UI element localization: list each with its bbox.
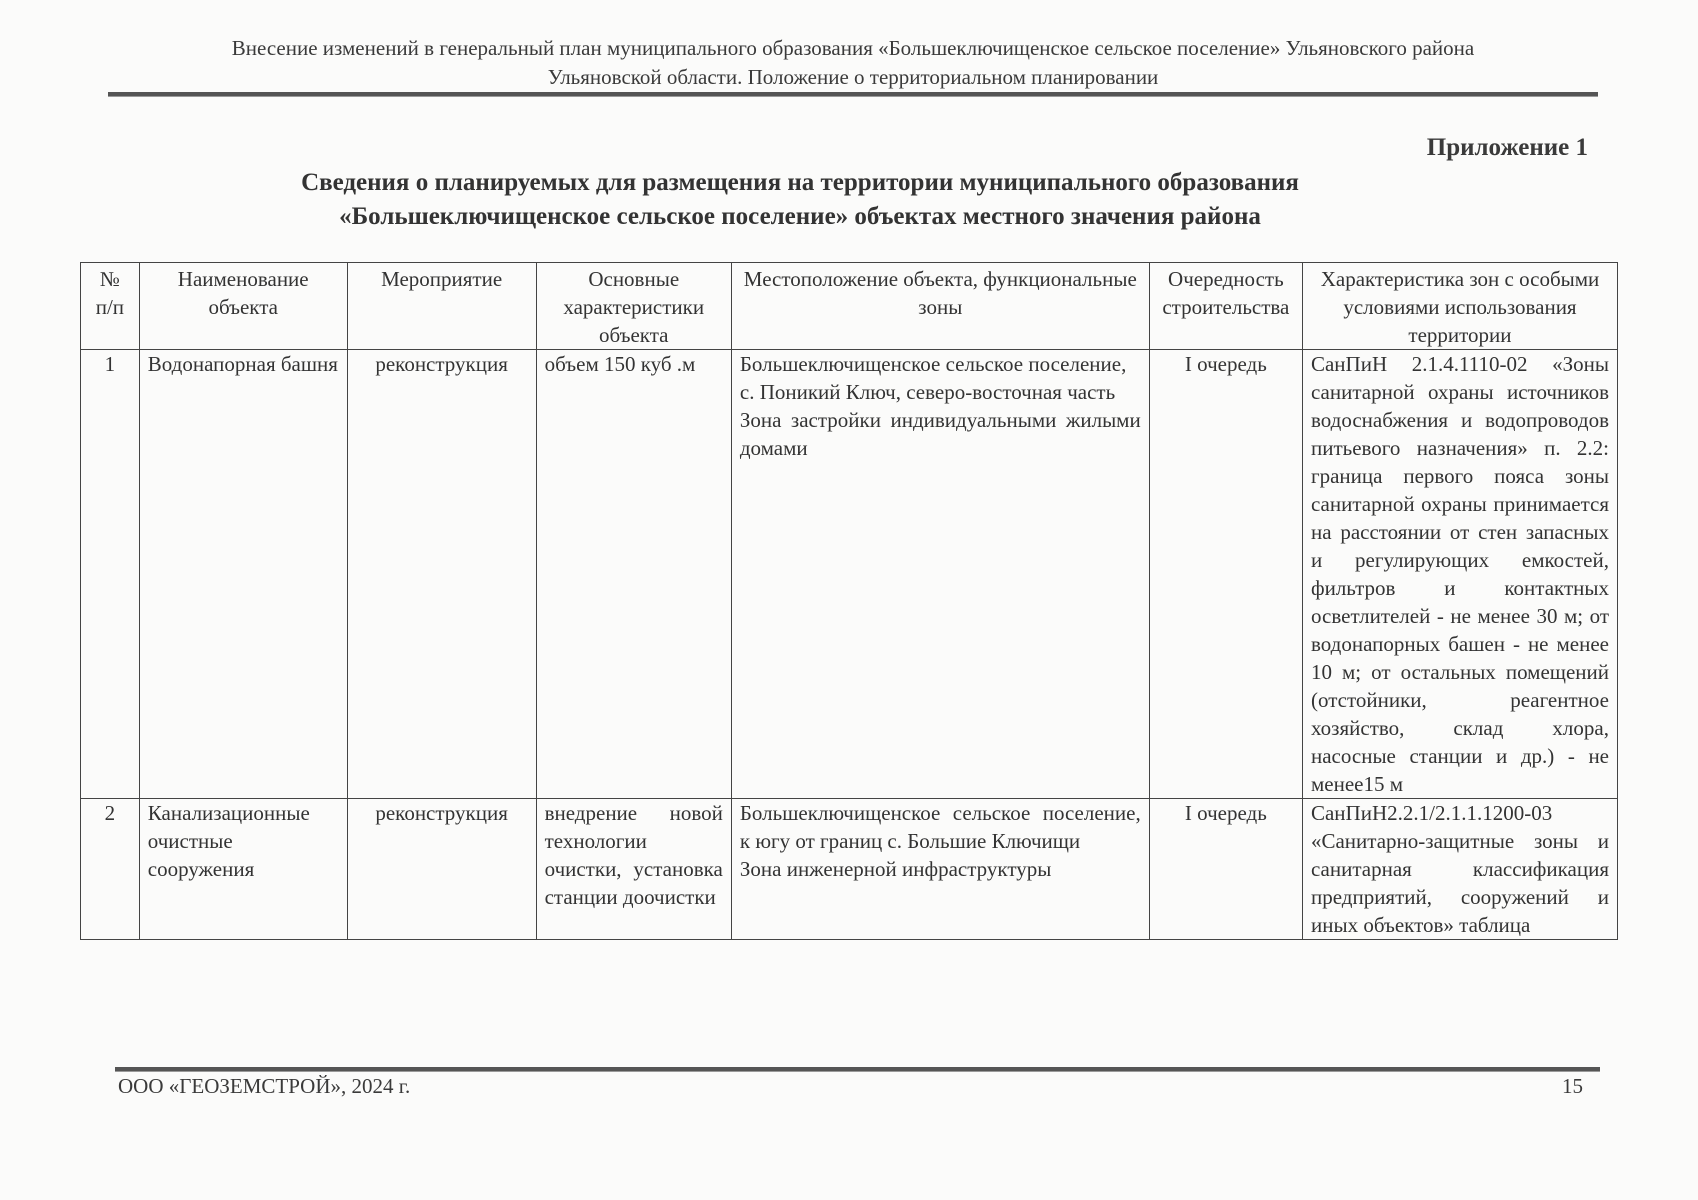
cell-characteristics: объем 150 куб .м xyxy=(536,350,731,799)
column-header-characteristics: Основные характеристики объекта xyxy=(536,263,731,350)
cell-name: Канализационные очистные сооружения xyxy=(139,799,347,940)
cell-number: 1 xyxy=(81,350,140,799)
zone-text: Зона застройки индивидуальными жилыми домами xyxy=(739,408,1141,460)
footer-company: ООО «ГЕОЗЕМСТРОЙ», 2024 г. xyxy=(118,1074,411,1098)
header-line-2: Ульяновской области. Положение о территориальном планировании xyxy=(547,65,1159,89)
table-header-row xyxy=(81,263,1618,350)
column-header-location: Местоположение объекта, функциональные зоны xyxy=(731,263,1149,350)
cell-location xyxy=(731,799,1149,940)
header-rule xyxy=(108,92,1598,97)
footer-rule xyxy=(115,1067,1600,1072)
column-header-name: Наименование объекта xyxy=(139,263,347,350)
column-header-stage: Очередность строительства xyxy=(1149,263,1302,350)
table-row xyxy=(81,799,1618,940)
objects-table xyxy=(80,262,1618,940)
cell-stage: I очередь xyxy=(1149,799,1302,940)
cell-location xyxy=(731,350,1149,799)
cell-action: реконструкция xyxy=(347,799,536,940)
location-text: Большеключищенское сельское поселение, к югу от границ с. Большие Ключищи xyxy=(739,801,1141,853)
header-line-1: Внесение изменений в генеральный план муниципального образования «Большеключищенское сельское поселение» Ульяновского района xyxy=(231,36,1475,60)
page-number: 15 xyxy=(1562,1074,1583,1098)
column-header-action: Мероприятие xyxy=(347,263,536,350)
title-line-1: Сведения о планируемых для размещения на территории муниципального образования xyxy=(301,169,1299,196)
column-header-number: № п/п xyxy=(81,263,140,350)
cell-restrictions: СанПиН2.2.1/2.1.1.1200-03 «Санитарно-защитные зоны и санитарная классификация предприятий, сооружений и иных объектов» таблица xyxy=(1302,799,1617,940)
cell-stage: I очередь xyxy=(1149,350,1302,799)
document-title xyxy=(150,166,1450,234)
running-header xyxy=(108,34,1598,92)
cell-name: Водонапорная башня xyxy=(139,350,347,799)
location-text: Большеключищенское сельское поселение, с. Поникий Ключ, северо-восточная часть xyxy=(739,352,1127,404)
cell-characteristics: внедрение новой технологии очистки, установка станции доочистки xyxy=(536,799,731,940)
cell-restrictions: СанПиН 2.1.4.1110-02 «Зоны санитарной охраны источников водоснабжения и водопроводов питьевого назначения» п. 2.2: граница первого пояса зоны санитарной охраны принимается на расстоянии от стен запасных и регулирующих емкостей, фильтров и контактных осветлителей - не менее 30 м; от водонапорных башен - не менее 10 м; от остальных помещений (отстойники, реагентное хозяйство, склад хлора, насосные станции и др.) - не менее15 м xyxy=(1302,350,1617,799)
title-line-2: «Большеключищенское сельское поселение» объектах местного значения района xyxy=(339,203,1261,230)
table-row xyxy=(81,350,1618,799)
zone-text: Зона инженерной инфраструктуры xyxy=(739,857,1052,881)
cell-number: 2 xyxy=(81,799,140,940)
column-header-restrictions: Характеристика зон с особыми условиями использования территории xyxy=(1302,263,1617,350)
cell-action: реконструкция xyxy=(347,350,536,799)
appendix-label: Приложение 1 xyxy=(1426,134,1588,161)
